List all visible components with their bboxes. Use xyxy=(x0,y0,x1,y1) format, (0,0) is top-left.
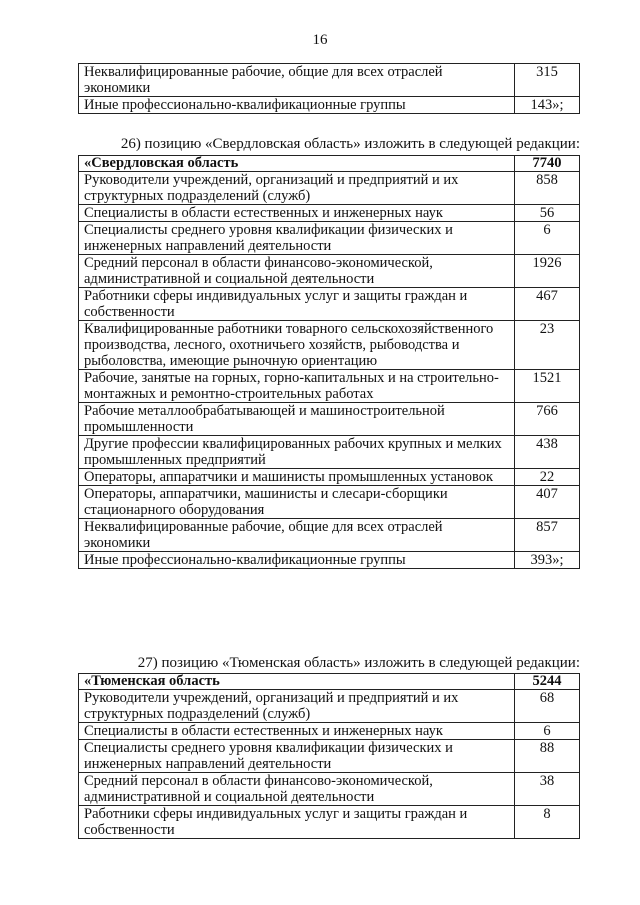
table-row xyxy=(79,436,580,469)
row-value: 857 xyxy=(515,519,580,552)
table-row xyxy=(79,773,580,806)
table-sverdlovsk xyxy=(78,155,580,569)
row-value: 143»; xyxy=(515,97,580,114)
region-total: 7740 xyxy=(515,156,580,172)
table-row xyxy=(79,370,580,403)
table-row xyxy=(79,205,580,222)
row-value: 467 xyxy=(515,288,580,321)
row-value: 393»; xyxy=(515,552,580,569)
row-value: 1926 xyxy=(515,255,580,288)
table-header-row xyxy=(79,674,580,690)
table-row xyxy=(79,403,580,436)
row-label: Работники сферы индивидуальных услуг и защиты граждан и собственности xyxy=(79,288,515,321)
table-row xyxy=(79,469,580,486)
table-row xyxy=(79,740,580,773)
row-label: Иные профессионально-квалификационные группы xyxy=(79,97,515,114)
row-label: Средний персонал в области финансово-экономической, административной и социальной деятельности xyxy=(79,773,515,806)
paragraph-27: 27) позицию «Тюменская область» изложить в следующей редакции: xyxy=(137,655,580,671)
table-header-row xyxy=(79,156,580,172)
row-value: 6 xyxy=(515,222,580,255)
row-label: Руководители учреждений, организаций и предприятий и их структурных подразделений (служб) xyxy=(79,690,515,723)
row-value: 438 xyxy=(515,436,580,469)
row-value: 8 xyxy=(515,806,580,839)
row-value: 68 xyxy=(515,690,580,723)
table-row xyxy=(79,255,580,288)
region-name: «Тюменская область xyxy=(79,674,515,690)
table-row xyxy=(79,486,580,519)
row-label: Руководители учреждений, организаций и предприятий и их структурных подразделений (служб) xyxy=(79,172,515,205)
row-value: 88 xyxy=(515,740,580,773)
table-row xyxy=(79,97,580,114)
row-value: 407 xyxy=(515,486,580,519)
table-tyumen xyxy=(78,673,580,839)
table-row xyxy=(79,806,580,839)
row-label: Квалифицированные работники товарного сельскохозяйственного производства, лесного, охотничьего хозяйств, рыбоводства и рыболовства, имеющие рыночную ориентацию xyxy=(79,321,515,370)
row-label: Операторы, аппаратчики и машинисты промышленных установок xyxy=(79,469,515,486)
row-value: 766 xyxy=(515,403,580,436)
table-row xyxy=(79,321,580,370)
row-label: Специалисты в области естественных и инженерных наук xyxy=(79,205,515,222)
region-total: 5244 xyxy=(515,674,580,690)
table-continuation xyxy=(78,63,580,114)
row-value: 315 xyxy=(515,64,580,97)
row-value: 22 xyxy=(515,469,580,486)
table-row xyxy=(79,288,580,321)
row-label: Операторы, аппаратчики, машинисты и слесари-сборщики стационарного оборудования xyxy=(79,486,515,519)
paragraph-26: 26) позицию «Свердловская область» изложить в следующей редакции: xyxy=(120,136,580,152)
row-label: Специалисты среднего уровня квалификации физических и инженерных направлений деятельности xyxy=(79,740,515,773)
table-row xyxy=(79,690,580,723)
row-value: 6 xyxy=(515,723,580,740)
page-number: 16 xyxy=(312,32,328,48)
row-label: Другие профессии квалифицированных рабочих крупных и мелких промышленных предприятий xyxy=(79,436,515,469)
row-value: 56 xyxy=(515,205,580,222)
row-label: Неквалифицированные рабочие, общие для всех отраслей экономики xyxy=(79,519,515,552)
row-value: 23 xyxy=(515,321,580,370)
table-row xyxy=(79,552,580,569)
row-label: Специалисты в области естественных и инженерных наук xyxy=(79,723,515,740)
table-row xyxy=(79,723,580,740)
table-row xyxy=(79,222,580,255)
region-name: «Свердловская область xyxy=(79,156,515,172)
row-label: Работники сферы индивидуальных услуг и защиты граждан и собственности xyxy=(79,806,515,839)
table-row xyxy=(79,519,580,552)
row-label: Рабочие, занятые на горных, горно-капитальных и на строительно-монтажных и ремонтно-строительных работах xyxy=(79,370,515,403)
row-value: 1521 xyxy=(515,370,580,403)
row-value: 38 xyxy=(515,773,580,806)
row-label: Иные профессионально-квалификационные группы xyxy=(79,552,515,569)
table-row xyxy=(79,64,580,97)
row-label: Рабочие металлообрабатывающей и машиностроительной промышленности xyxy=(79,403,515,436)
row-label: Специалисты среднего уровня квалификации физических и инженерных направлений деятельности xyxy=(79,222,515,255)
row-label: Средний персонал в области финансово-экономической, административной и социальной деятельности xyxy=(79,255,515,288)
row-value: 858 xyxy=(515,172,580,205)
table-row xyxy=(79,172,580,205)
row-label: Неквалифицированные рабочие, общие для всех отраслей экономики xyxy=(79,64,515,97)
